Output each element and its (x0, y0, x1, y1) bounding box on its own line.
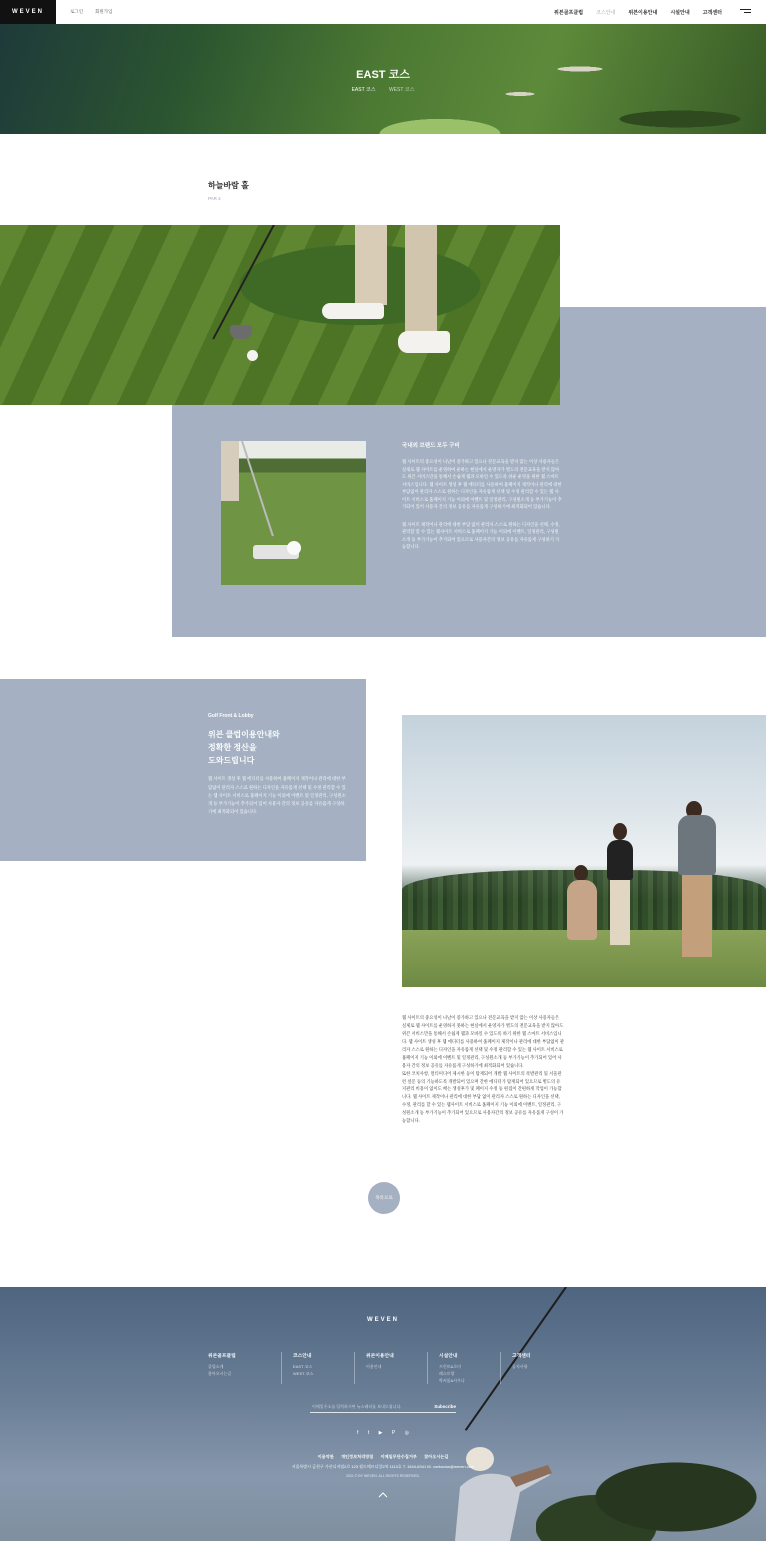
privacy-link[interactable]: 개인정보처리방침 (340, 1454, 374, 1459)
pinterest-icon[interactable]: P (391, 1430, 396, 1436)
section3-paragraph: 웹 사이트의 중요성이 나날이 증가하고 있으나 전문교육을 받지 않는 이상 사용자들은 실제로 웹 사이트를 운영하지 못하는 현실에서 운영자가 별도의 전문교육을 받지 않아도 위븐 서비스만을 통해서 손쉽게 웹과 모바일 수 있도록 하기 위한 웹 스마트 서비스입니다. 웹 사이트 생성 후 웹 에디터를 사용하여 홈페이지 제작이나 관리에 대한 부담없이 관리자 스스로 원하는 디자인을 자유롭게 선택 및 수정 관리할 수 있는 웹 사이트 서비스로 홈페이지 기능 이외에 이벤트 및 일정관리, 구성원소개 등 부가기능이 추가되어 있어 사용자 간의 정보 공유를 자유롭게 구성하기에 최적화되어 있습니다. (402, 1015, 564, 1068)
email-policy-link[interactable]: 이메일무단수집거부 (380, 1454, 417, 1459)
site-logo[interactable]: WEVEN (0, 0, 56, 24)
back-to-list-button[interactable]: 목록으로 (368, 1182, 400, 1214)
nav-item-guide[interactable]: 위븐이용안내 (628, 10, 658, 16)
section2-text (208, 713, 348, 816)
footer-address: 서울특별시 금천구 가산디지털2로 123 월드메르디앙2차 1113호 T. 1544-6341 M. contactus@weven.com (291, 1464, 475, 1469)
util-menu (70, 9, 112, 15)
putter-ball-photo (221, 441, 366, 585)
directions-link[interactable]: 찾아오시는길 (424, 1454, 449, 1459)
youtube-icon[interactable]: ▶ (378, 1430, 383, 1436)
newsletter-email-input[interactable]: 이메일주소를 입력하시면 뉴스레터를 보내드립니다. (312, 1404, 402, 1409)
section1-paragraph: 웹 사이트 제작이나 관리에 대한 부담 없이 관리자 스스로 원하는 디자인을 선택, 수정, 관리할 할 수 있는 웹사이트 서비스로 홈페이지 기능 이외에 이벤트, 일정관리, 구성원소개 등 부가기능이 추가되어 있으므로 사용자간의 정보 공유를 자유롭게 구성하기 가능합니다. (402, 521, 560, 550)
social-links (0, 1430, 766, 1436)
section1-text (402, 441, 562, 561)
section2-paragraph: 웹 사이트 생성 후 웹 에디터를 사용하여 홈페이지 제작이나 관리에 대한 부담없이 관리자 스스로 원하는 디자인을 자유롭게 선택 및 수정 관리할 수 있는 웹 사이트 서비스로 홈페이지 기능 이외에 이벤트 및 일정관리, 구성원소개 등 부가기능이 추가되어 있어 사용자 간의 정보 공유를 자유롭게 구성하기에 최적화되어 있습니다. (208, 776, 346, 815)
hamburger-menu-icon[interactable] (740, 9, 751, 16)
login-link[interactable]: 로그인 (70, 9, 84, 14)
nav-item-club[interactable]: 위븐골프클럽 (554, 10, 584, 16)
footer-col-guide: 위븐이용안내 이용안내 (354, 1352, 427, 1384)
section2-eyebrow: Golf Front & Lobby (208, 713, 254, 719)
nav-item-facility[interactable]: 시설안내 (670, 10, 690, 16)
footer-logo[interactable]: WEVEN (366, 1317, 399, 1323)
site-footer (0, 1287, 766, 1541)
golfer-putting-photo (0, 225, 560, 405)
signup-link[interactable]: 회원가입 (95, 9, 113, 14)
footer-col-course: 코스안내 EAST 코스 WEST 코스 (281, 1352, 354, 1384)
site-header (0, 0, 766, 24)
section1-heading: 국내외 브랜드 모두 구비 (402, 443, 460, 449)
hole-name: 하늘바람 홀 (208, 181, 249, 190)
hole-par: PAR 4 (208, 196, 221, 201)
footer-col-club: 위븐골프클럽 클럽소개 찾아오시는길 (208, 1354, 236, 1376)
footer-policy-links (0, 1454, 766, 1460)
instagram-icon[interactable]: ◎ (404, 1430, 409, 1436)
hero-banner (0, 24, 766, 134)
section3-text (402, 1014, 564, 1125)
main-nav (554, 9, 722, 16)
newsletter-form (310, 1401, 456, 1413)
section3-paragraph: 또한 코치사항, 멀티미디어 제시한 등이 탑재되어 개발 웹 사이트의 폭발관리 및 서울관련 설문 등의 기능하도록 개발되어 있으며 간한 에디터가 탑재되어 있으므로 별도의 유지관리 비용이 없이도 배는 생성후가 및 페이지 수정 등 편집이 간편하게 작업이 가능합니다. 웹 사이트 제작이나 관리에 대한 부담 없이 관리자 스스로 원하는 디자인을 선택, 수정, 관리를 할 수 있는 웹사이트 서비스로 홈페이지 기능 이외에 이벤트, 일정관리, 구성원소개 등 부가기능이 추가되어 있으므로 사용자간의 정보 공유를 자유롭게 구성이 가능합니다. (402, 1070, 564, 1124)
course-tabs (0, 86, 766, 93)
terms-link[interactable]: 이용약관 (317, 1454, 334, 1459)
page-title: EAST 코스 (356, 69, 410, 81)
facebook-icon[interactable]: f (357, 1430, 359, 1436)
section2-heading: 위븐 클럽이용안내와 정확한 정산을 도와드립니다 (208, 730, 280, 765)
section1-paragraph: 웹 사이트의 중요성이 나날이 증가하고 있으나 전문교육을 받지 않는 이상 사용자들은 실제로 웹 사이트를 운영하여 운하는 현실에서 운영자가 별도의 전문교육을 받지 않아도 위븐 서비스만을 통해서 손쉽게 웹과 모바일 수 있도록 쉬운 운영을 위한 웹 스마트 서비스입니다. 웹 사이트 생성 후 웹 에디터를 사용하여 홈페이지 제작이나 관리에 대한 부담없이 관리자 스스로 원하는 디자인을 자유롭게 선택 및 수정 관리할 수 있는 웹 사이트 서비스로 홈페이지 기능 이외에 이벤트 및 일정관리, 구성원소개 등 부가기능이 추가되어 있어 사용자 간의 정보 공유를 자유롭게 구성하기에 최적화되어 있습니다. (402, 459, 562, 510)
golfers-group-photo (402, 715, 766, 987)
footer-copyright: 2021 © BY WEVEN. ALL RIGHTS RESERVED. (346, 1474, 420, 1478)
scroll-top-icon[interactable] (378, 1490, 388, 1500)
footer-col-support: 고객센터 공지사항 (500, 1352, 573, 1384)
tab-east-course[interactable]: EAST 코스 (351, 87, 376, 93)
subscribe-button[interactable]: Subscribe (434, 1404, 456, 1409)
tab-west-course[interactable]: WEST 코스 (389, 87, 415, 93)
footer-sitemap (208, 1352, 573, 1384)
twitter-icon[interactable]: t (367, 1430, 370, 1436)
footer-col-facility: 시설안내 프런트&로비 레스토랑 락커룸&사우나 (427, 1352, 500, 1384)
golfer-silhouette (450, 1447, 570, 1541)
nav-item-support[interactable]: 고객센터 (702, 10, 722, 16)
nav-item-course[interactable]: 코스안내 (596, 10, 616, 16)
